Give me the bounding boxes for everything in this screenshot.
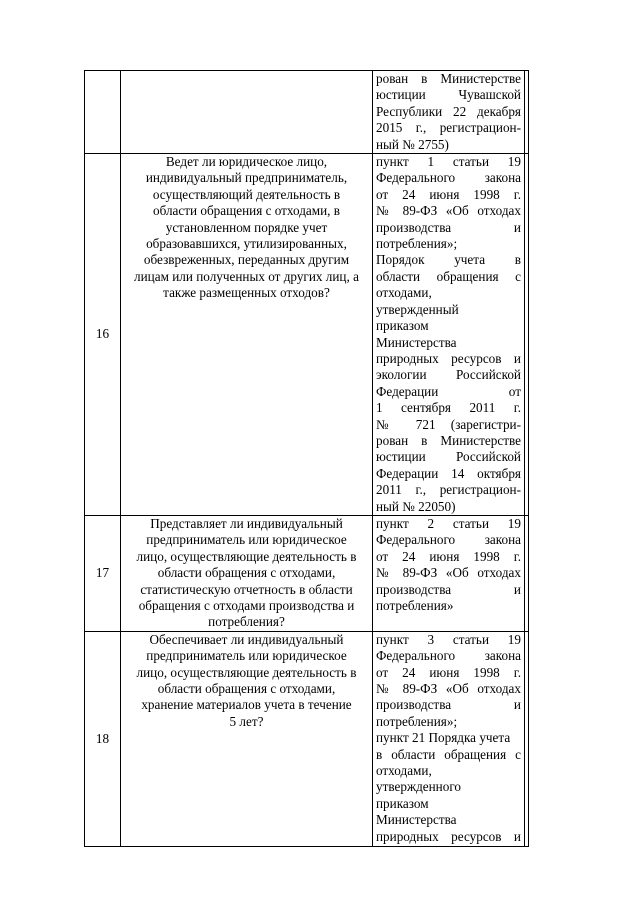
- legal-basis-line: экологии Российской: [376, 367, 521, 383]
- question-line: Ведет ли юридическое лицо,: [165, 154, 328, 170]
- legal-basis-line: утвержденный: [376, 301, 459, 317]
- legal-basis-cell: [373, 71, 525, 154]
- legal-basis-line: рован в Министерстве: [376, 71, 521, 86]
- legal-basis-line: № 721 (зарегистри-: [376, 416, 521, 432]
- legal-basis-line: потребления»;: [376, 236, 458, 252]
- question-line: образовавшихся, утилизированных,: [146, 236, 347, 252]
- legal-basis-line: отходами,: [376, 763, 432, 779]
- question-line: области обращения с отходами,: [157, 565, 336, 581]
- legal-basis-line: № 89-ФЗ «Об отходах: [376, 203, 521, 219]
- question-line: предприниматель или юридическое: [146, 648, 347, 664]
- notes-cell: [525, 71, 529, 154]
- question-line: обращения с отходами производства и: [138, 598, 355, 613]
- legal-basis-line: Федерального закона: [376, 532, 521, 548]
- question-line: также размещенных отходов?: [163, 285, 330, 301]
- legal-basis-line: отходами,: [376, 285, 432, 301]
- question-line: Представляет ли индивидуальный: [150, 515, 343, 531]
- question-line: статистическую отчетность в области: [140, 581, 353, 597]
- legal-basis-line: Министерства: [376, 334, 457, 350]
- legal-basis-line: потребления»;: [376, 713, 458, 729]
- legal-basis-line: от 24 июня 1998 г.: [376, 664, 521, 680]
- table-row: [85, 71, 529, 154]
- question-cell: [121, 154, 373, 516]
- question-line: потребления?: [208, 614, 285, 630]
- legal-basis-line: производства и: [376, 581, 521, 597]
- legal-basis-line: в области обращения с: [376, 746, 521, 762]
- question-cell: [121, 71, 373, 154]
- legal-basis-cell: [373, 515, 525, 631]
- legal-basis-line: производства и: [376, 219, 521, 235]
- legal-basis-line: от 24 июня 1998 г.: [376, 548, 521, 564]
- question-line: предприниматель или юридическое: [146, 532, 347, 548]
- notes-cell: [525, 515, 529, 631]
- row-number-cell: [85, 515, 121, 631]
- question-line: обезвреженных, переданных другим: [143, 252, 350, 268]
- legal-basis-line: Республики 22 декабря: [376, 103, 521, 119]
- legal-basis-line: производства и: [376, 697, 521, 713]
- question-line: лицо, осуществляющие деятельность в: [136, 664, 357, 680]
- legal-basis-line: 2011 г., регистрацион-: [376, 482, 521, 498]
- legal-basis-line: рован в Министерстве: [376, 432, 521, 448]
- legal-basis-line: от 24 июня 1998 г.: [376, 186, 521, 202]
- legal-basis-line: пункт 21 Порядка учета: [376, 730, 511, 746]
- legal-basis-line: потребления»: [376, 598, 454, 613]
- checklist-table: [84, 70, 529, 847]
- question-line: осуществляющий деятельность в: [152, 186, 341, 202]
- table-row: [85, 515, 529, 631]
- legal-basis-line: утвержденного: [376, 779, 462, 795]
- question-line: индивидуальный предприниматель,: [145, 170, 348, 186]
- legal-basis-line: ный № 22050): [376, 498, 456, 514]
- legal-basis-line: приказом: [376, 318, 429, 334]
- legal-basis-line: № 89-ФЗ «Об отходах: [376, 681, 521, 697]
- legal-basis-line: пункт 3 статьи 19: [376, 631, 521, 647]
- question-line: установленном порядке учет: [165, 219, 328, 235]
- legal-basis-line: юстиции Чувашской: [376, 87, 521, 103]
- legal-basis-line: пункт 2 статьи 19: [376, 515, 521, 531]
- legal-basis-line: природных ресурсов и: [376, 350, 521, 366]
- question-line: области обращения с отходами,: [157, 681, 336, 697]
- legal-basis-line: природных ресурсов и: [376, 828, 521, 844]
- question-line: области обращения с отходами, в: [152, 203, 341, 219]
- row-number-cell: [85, 154, 121, 516]
- legal-basis-line: пункт 1 статьи 19: [376, 154, 521, 170]
- legal-basis-cell: [373, 631, 525, 846]
- legal-basis-line: 2015 г., регистрацион-: [376, 120, 521, 136]
- question-cell: [121, 631, 373, 846]
- row-number: 18: [95, 730, 110, 746]
- legal-basis-line: Федерации от: [376, 383, 521, 399]
- question-line: Обеспечивает ли индивидуальный: [149, 631, 344, 647]
- legal-basis-line: Федерального закона: [376, 648, 521, 664]
- notes-cell: [525, 154, 529, 516]
- legal-basis-line: № 89-ФЗ «Об отходах: [376, 565, 521, 581]
- legal-basis-line: юстиции Российской: [376, 449, 521, 465]
- legal-basis-line: Порядок учета в: [376, 252, 521, 268]
- table-row: [85, 631, 529, 846]
- legal-basis-line: ный № 2755): [376, 136, 449, 152]
- legal-basis-line: области обращения с: [376, 268, 521, 284]
- question-line: лицам или полученных от других лиц, а: [134, 268, 359, 284]
- legal-basis-line: Федерации 14 октября: [376, 465, 521, 481]
- row-number-cell: [85, 71, 121, 154]
- legal-basis-line: приказом: [376, 795, 429, 811]
- legal-basis-line: Министерства: [376, 812, 457, 828]
- legal-basis-line: Федерального закона: [376, 170, 521, 186]
- question-cell: [121, 515, 373, 631]
- question-line: лицо, осуществляющие деятельность в: [136, 548, 357, 564]
- notes-cell: [525, 631, 529, 846]
- question-line: 5 лет?: [229, 713, 264, 729]
- legal-basis-cell: [373, 154, 525, 516]
- question-line: хранение материалов учета в течение: [141, 697, 352, 713]
- row-number: 16: [95, 326, 110, 342]
- row-number: 17: [95, 565, 110, 581]
- legal-basis-line: 1 сентября 2011 г.: [376, 400, 521, 416]
- row-number-cell: [85, 631, 121, 846]
- table-row: [85, 154, 529, 516]
